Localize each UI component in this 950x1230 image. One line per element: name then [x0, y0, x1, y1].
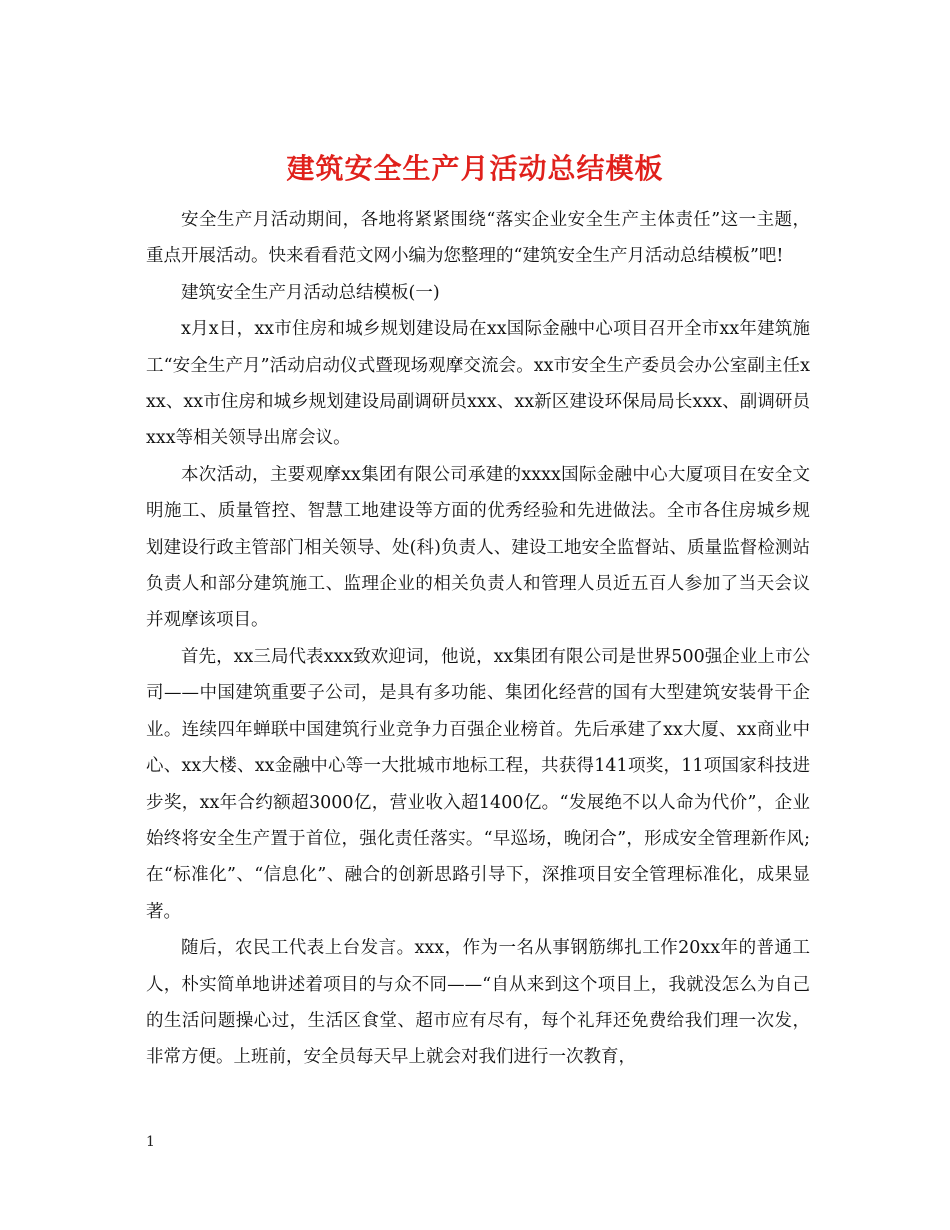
document-title: 建筑安全生产月活动总结模板: [286, 151, 664, 185]
paragraph: 随后，农民工代表上台发言。xxx，作为一名从事钢筋绑扎工作20xx年的普通工人，朴实简单地讲述着项目的与众不同——“自从来到这个项目上，我就没怎么为自己的生活问题操心过，生活区食堂、超市应有尽有，每个礼拜还免费给我们理一次发，非常方便。上班前，安全员每天早上就会对我们进行一次教育，: [146, 938, 810, 1068]
paragraph: 首先，xx三局代表xxx致欢迎词，他说，xx集团有限公司是世界500强企业上市公司——中国建筑重要子公司，是具有多功能、集团化经营的国有大型建筑安装骨干企业。连续四年蝉联中国建筑行业竞争力百强企业榜首。先后承建了xx大厦、xx商业中心、xx大楼、xx金融中心等一大批城市地标工程，共获得141项奖，11项国家科技进步奖，xx年合约额超3000亿，营业收入超1400亿。“发展绝不以人命为代价”，企业始终将安全生产置于首位，强化责任落实。“早巡场，晚闭合”，形成安全管理新作风;在“标准化”、“信息化”、融合的创新思路引导下，深推项目安全管理标准化，成果显著。: [146, 646, 810, 922]
section-heading: 建筑安全生产月活动总结模板(一): [181, 282, 440, 303]
paragraph: 本次活动，主要观摩xx集团有限公司承建的xxxx国际金融中心大厦项目在安全文明施工、质量管控、智慧工地建设等方面的优秀经验和先进做法。全市各住房城乡规划建设行政主管部门相关领导、处(科)负责人、建设工地安全监督站、质量监督检测站负责人和部分建筑施工、监理企业的相关负责人和管理人员近五百人参加了当天会议并观摩该项目。: [146, 464, 810, 631]
paragraph: x月x日，xx市住房和城乡规划建设局在xx国际金融中心项目召开全市xx年建筑施工“安全生产月”活动启动仪式暨现场观摩交流会。xx市安全生产委员会办公室副主任xxx、xx市住房和城乡规划建设局副调研员xxx、xx新区建设环保局局长xxx、副调研员xxx等相关领导出席会议。: [146, 319, 810, 449]
page-number: 1: [146, 1134, 155, 1150]
document-body: [146, 202, 810, 1076]
paragraph-intro: 安全生产月活动期间，各地将紧紧围绕“落实企业安全生产主体责任”这一主题，重点开展活动。快来看看范文网小编为您整理的“建筑安全生产月活动总结模板”吧!: [146, 210, 810, 267]
